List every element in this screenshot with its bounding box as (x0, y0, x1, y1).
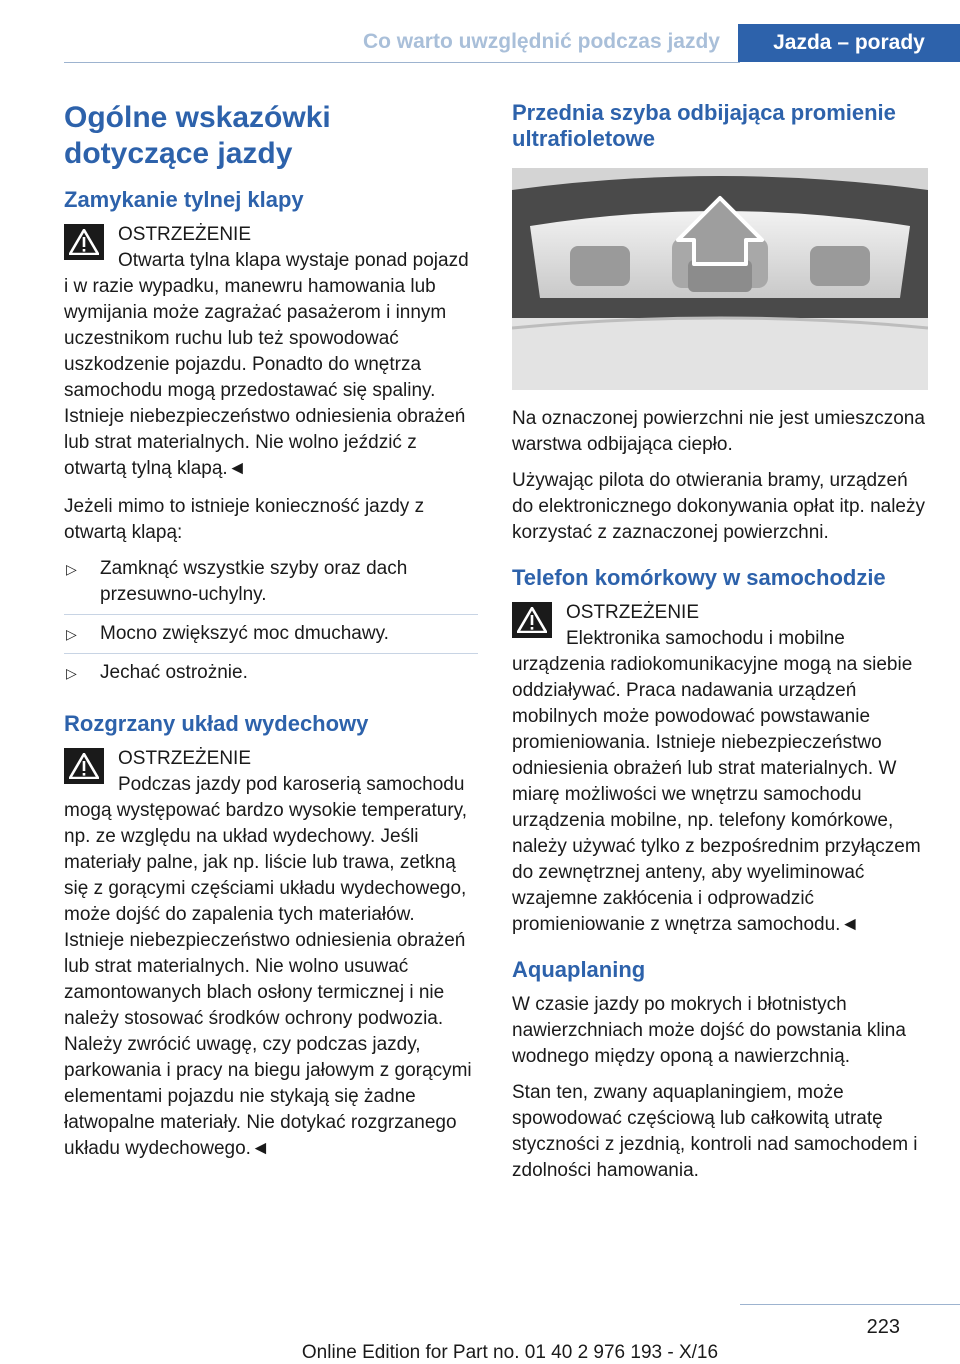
warning-triangle-icon (64, 748, 104, 784)
warning-exhaust (64, 746, 478, 1162)
list-item: ▷ Zamknąć wszystkie szyby oraz dach przesuwno-uchylny. (64, 556, 478, 615)
warning-triangle-icon (512, 602, 552, 638)
triangle-bullet-icon: ▷ (66, 561, 77, 577)
warning-text: Elektronika samochodu i mobilne urządzenia radiokomunikacyjne mogą na siebie oddziaływać. Praca nadawania urządzeń mobilnych może powodować powstawanie promieniowania. Istnieje niebezpieczeństwo odniesienia obrażeń lub strat materialnych. W miarę możliwości we wnętrzu samochodu urządzenia mobilne, np. telefony komórkowe, należy używać tylko z bezpośrednim przyłączem do zewnętrznej anteny, aby wyeliminować wzajemne zakłócenia i odprowadzić promieniowanie z wnętrza samochodu.◄ (512, 628, 921, 935)
warning-label: OSTRZEŻENIE (118, 224, 252, 245)
page-title: Ogólne wskazówki dotyczące jazdy (64, 101, 331, 170)
paragraph-intro: Jeżeli mimo to istnieje konieczność jazdy z otwartą klapą: (64, 496, 425, 543)
warning-label: OSTRZEŻENIE (118, 748, 252, 769)
section-heading-tailgate: Zamykanie tylnej klapy (64, 187, 304, 212)
header-chapter-tab: Jazda – porady (738, 24, 960, 62)
section-heading-windshield: Przednia szyba odbijająca promienie ultrafioletowe (512, 100, 896, 151)
header-section-title: Co warto uwzględnić podczas jazdy (362, 30, 720, 53)
section-heading-exhaust: Rozgrzany układ wydechowy (64, 711, 369, 736)
triangle-bullet-icon: ▷ (66, 626, 77, 642)
paragraph: W czasie jazdy po mokrych i błotnistych nawierzchniach może dojść do powstania klina wodnego między oponą a nawierzchnią. (512, 994, 906, 1067)
paragraph: Stan ten, zwany aquaplaningiem, może spowodować częściową lub całkowitą utratę styczności z jezdnią, kontroli nad samochodem i zdolności hamowania. (512, 1082, 918, 1181)
warning-text: Podczas jazdy pod karoserią samochodu mogą występować bardzo wysokie temperatury, np. ze względu na układ wydechowy. Jeśli materiały palne, jak np. liście lub trawa, zetkną się z gorącymi częściami układu wydechowego, może dojść do zapalenia tych materiałów. Istnieje niebezpieczeństwo odniesienia obrażeń lub strat materialnych. Nie wolno usuwać zamontowanych blach osłony termicznej i nie należy stosować środków ochrony podwozia. Należy zwrócić uwagę, czy podczas jazdy, parkowania i pracy na biegu jałowym z gorącymi elementami pojazdu nie stykają się żadne łatwopalne materiały. Nie dotykać rozgrzanego układu wydechowego.◄ (64, 774, 472, 1159)
header-rule (64, 62, 740, 63)
page-number: 223 (866, 1316, 900, 1338)
warning-mobile-phone (512, 600, 928, 938)
paragraph: Na oznaczonej powierzchni nie jest umieszczona warstwa odbijająca ciepło. (512, 408, 925, 455)
triangle-bullet-icon: ▷ (66, 665, 77, 681)
warning-label: OSTRZEŻENIE (566, 602, 700, 623)
warning-triangle-icon (64, 224, 104, 260)
section-heading-aquaplaning: Aquaplaning (512, 957, 646, 982)
footer-rule (740, 1304, 960, 1305)
warning-text: Otwarta tylna klapa wystaje ponad pojazd i w razie wypadku, manewru hamowania lub wymijania może zagrażać pasażerom i innym uczestnikom ruchu lub też spowodować uszkodzenie pojazdu. Ponadto do wnętrza samochodu mogą przedostawać się spaliny. Istnieje niebezpieczeństwo odniesienia obrażeń lub strat materialnych. Nie wolno jeździć z otwartą tylną klapą.◄ (64, 250, 469, 479)
windshield-photo (512, 168, 928, 390)
list-item: ▷ Mocno zwiększyć moc dmuchawy. (64, 621, 478, 654)
paragraph: Używając pilota do otwierania bramy, urządzeń do elektronicznego dokonywania opłat itp. należy korzystać z zaznaczonej powierzchni. (512, 470, 925, 543)
bullet-list (64, 556, 478, 692)
list-item: ▷ Jechać ostrożnie. (64, 660, 478, 692)
right-column (512, 100, 928, 1194)
footer-edition-note: Online Edition for Part no. 01 40 2 976 193 - X/16 (301, 1342, 719, 1363)
section-heading-mobile-phone: Telefon komórkowy w samochodzie (512, 565, 886, 590)
warning-tailgate (64, 222, 478, 482)
left-column (64, 100, 478, 1174)
